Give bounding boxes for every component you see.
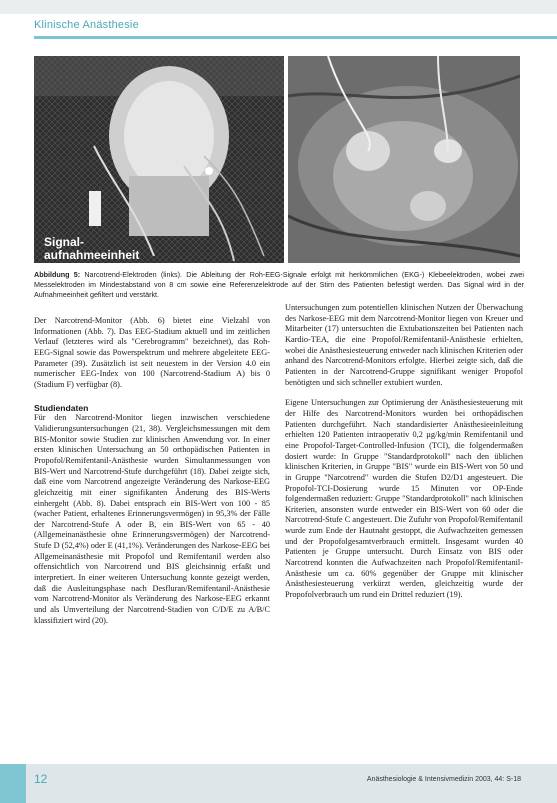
paragraph-own-studies: Eigene Untersuchungen zur Optimierung der Anästhesiesteuerung mit der Hilfe des Narcotrend-Monitors wurden bei orthopädischen Patienten durchgeführt. Nach standardisierter Anästhesieeinleitung erhielten 120 Patienten intraoperativ 0,2 µg/kg/min Remifentanil und eine Propofol-Target-Controlled-Infusion (TCI), die folgendermaßen dosiert wurde: In Gruppe "Standardprotokoll" nach den üblichen klinischen Kriterien, in Gruppe "BIS" wurde ein BIS-Wert von 50 und in Gruppe "Narcotrend" wurden die Stufen D2/D1 angesteuert. Die Propofol-TCI-Dosierung wurde 15 Minuten vor OP-Ende folgendermaßen reduziert: Gruppe "Standardprotokoll" nach klinischen Kriterien, ansonsten wurde entweder ein BIS-Wert von 60 oder die Narcotrend-Stufe C angesteuert. Die Zufuhr von Propofol/Remifentanil wurde zum Ende der Hautnaht gestoppt, die Aufwachzeiten gemessen und der Propofolgesamtverbrauch ermittelt. Insgesamt wurden 40 Patienten je Gruppe untersucht. Durch Einsatz von BIS oder Narcotrend konnten die Aufwachzeiten nach Propofol/Remifentanil-Anästhesie um ca. 60% gegenüber der Gruppe mit klinischer Anästhesiesteuerung verkürzt werden, gleichzeitig wurde der Propofolverbrauch um rund ein Drittel reduziert (19). (285, 398, 523, 600)
page-top-band (0, 0, 557, 14)
photo-equipment (34, 56, 284, 263)
footer-bar (0, 764, 557, 803)
section-header: Klinische Anästhesie (34, 19, 139, 31)
paragraph-studies: Für den Narcotrend-Monitor liegen inzwischen verschiedene Validierungsuntersuchungen (21, 38). Vergleichsmessungen mit dem BIS-Monitor sowie Studien zur klinischen Anwendung vor. In einer ersten klinischen Untersuchung an 50 orthopädischen Patienten in Propofol/Remifentanil-Anästhesie wurden Simultanmessungen von BIS-Wert und Narcotrend-Stufe durchgeführt (18). Dabei zeigte sich, daß eine vom Narcotrend angezeigte Veränderung des Narkose-EEG gleichzeitig mit einer signifikanten Änderung des BIS-Werts einhergeht (Abb. 8). Dabei entsprach ein BIS-Wert von 100 - 85 (wacher Patient, erhaltenes Erinnerungsvermögen) in 95,3% der Fälle der Narcotrend-Stufe A oder B, ein BIS-Wert von 65 - 40 (Allgemeinanästhesie ohne Erinnerungsvermögen) der Narcotrend-Stufe D (52,4%) oder E (41,1%). Veränderungen des Narkose-EEG bei Allgemeinanästhesie mit Propofol und Remifentanil werden also offensichtlich von Narcotrend und BIS gleichsinnig erfaßt und interpretiert. In einer weiteren Untersuchung konnte gezeigt werden, daß die Ausleitungsphase nach Desfluran/Remifentanil-Anästhesie vom Narcotrend-Monitor als Veränderung des Narkose-EEG erkannt und als Umverteilung der Narcotrend-Stadien von C/D/E zu A/B/C klassifiziert wird (20). (34, 413, 270, 625)
paragraph-spacer (285, 388, 523, 398)
text-column-left (34, 316, 270, 626)
photo-label-signal-unit: Signal- aufnahmeeinheit (44, 235, 140, 262)
photo-patient-electrodes (288, 56, 520, 263)
photo-patient-illustration (288, 56, 520, 263)
paragraph-clinical-use: Untersuchungen zum potentiellen klinischen Nutzen der Überwachung des Narkose-EEG mit dem Narcotrend-Monitor liegen von Kreuer und Mitarbeiter (17) untersuchten die Extubationszeiten bei Patienten nach Kardio-TEA, die eine Propofol/Remifentanil-Anästhesie erhielten, wobei die Anästhesiesteuerung entweder nach klinischen Kriterien oder anhand des Narcotrend-Monitors erfolgte. Hierbei zeigte sich, daß die Patienten in der Narcotrend-Gruppe signifikant weniger Propofol benötigten und sich schneller extubiert wurden. (285, 303, 523, 387)
paragraph-intro: Der Narcotrend-Monitor (Abb. 6) bietet eine Vielzahl von Informationen (Abb. 7). Das EEG-Stadium aktuell und im zeitlichen Verlauf (letzteres wird als "Cerebrogramm" bezeichnet), das Roh-EEG-Signal sowie das Powerspektrum und mehrere abgeleitete EEG-Parameter (39). Zusätzlich ist seit neuestem in der Version 4.0 ein numerischer EEG-Index von 100 (Narcotrend-Stadium A) bis 0 (Stadium F) verfügbar (8). (34, 316, 270, 389)
footer-accent (0, 764, 26, 803)
figure-caption (34, 270, 524, 299)
journal-reference: Anästhesiologie & Intensivmedizin 2003, 44: S-18 (366, 776, 521, 783)
section-heading-studiendaten: Studiendaten (34, 402, 89, 413)
photo-equipment-illustration (34, 56, 284, 263)
caption-label: Abbildung 5: (34, 270, 81, 279)
caption-text: Narcotrend-Elektroden (links). Die Ableitung der Roh-EEG-Signale erfolgt mit herkömmlichen (EKG-) Klebeelektroden, wobei zwei Messelektroden im Mindestabstand von 8 cm sowie eine Referenzelektrode auf der Stirn des Patienten befestigt werden. Das Signal wird in der Aufnahmeeinheit gefiltert und verstärkt. (34, 270, 524, 299)
page-number: 12 (34, 772, 48, 786)
text-column-right (285, 303, 523, 601)
header-rule (34, 36, 557, 39)
